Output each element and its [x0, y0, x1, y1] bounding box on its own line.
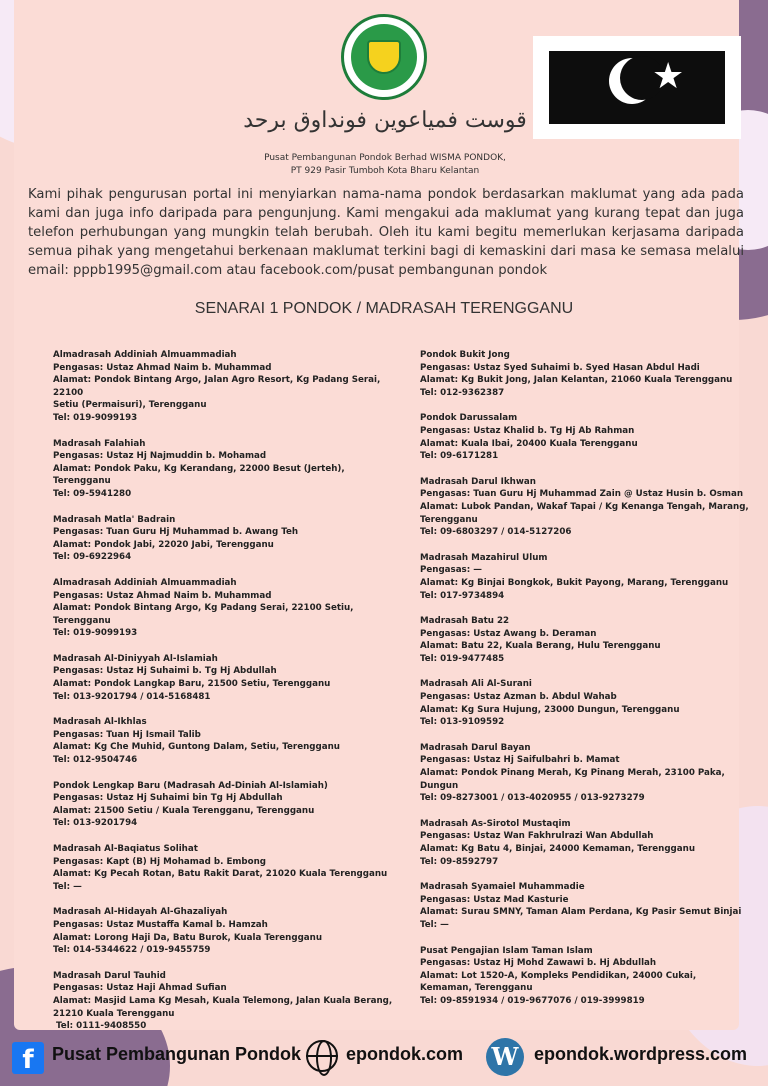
pondok-pengasas: Pengasas: Tuan Hj Ismail Talib — [53, 729, 201, 740]
pondok-pengasas: Pengasas: Ustaz Hj Saifulbahri b. Mamat — [420, 755, 620, 766]
pondok-entry — [53, 906, 398, 956]
pondok-alamat: Alamat: Pondok Paku, Kg Kerandang, 22000 Besut (Jerteh), Terengganu — [53, 463, 348, 487]
pondok-alamat: Alamat: 21500 Setiu / Kuala Terengganu, Terengganu — [53, 805, 315, 816]
pondok-name: Pondok Lengkap Baru (Madrasah Ad-Diniah Al-Islamiah) — [53, 780, 328, 791]
pondok-name: Madrasah Syamaiel Muhammadie — [420, 882, 585, 893]
pondok-tel: Tel: 019-9477485 — [420, 653, 505, 664]
pondok-pengasas: Pengasas: Ustaz Hj Suhaimi b. Tg Hj Abdullah — [53, 666, 277, 677]
globe-icon — [306, 1040, 338, 1072]
pondok-name: Almadrasah Addiniah Almuammadiah — [53, 577, 237, 588]
pondok-tel: Tel: 09-6803297 / 014-5127206 — [420, 527, 572, 538]
star-icon: ★ — [652, 56, 685, 97]
pondok-pengasas: Pengasas: Kapt (B) Hj Mohamad b. Embong — [53, 856, 267, 867]
pondok-pengasas: Pengasas: Ustaz Haji Ahmad Sufian — [53, 983, 227, 994]
pondok-entry — [420, 349, 765, 399]
pondok-tel: Tel: 017-9734894 — [420, 590, 505, 601]
pondok-entry — [420, 678, 765, 728]
organization-logo — [341, 14, 427, 100]
pondok-tel: Tel: 09-8592797 — [420, 856, 499, 867]
pondok-tel: Tel: 014-5344622 / 019-9455759 — [53, 945, 211, 956]
pondok-name: Pusat Pengajian Islam Taman Islam — [420, 945, 593, 956]
pondok-pengasas: Pengasas: Ustaz Ahmad Naim b. Muhammad — [53, 362, 272, 373]
pondok-alamat: Alamat: Kg Che Muhid, Guntong Dalam, Setiu, Terengganu — [53, 742, 340, 753]
pondok-tel: Tel: 09-5941280 — [53, 488, 132, 499]
blog-link[interactable]: epondok.wordpress.com — [534, 1044, 748, 1064]
pondok-tel: Tel: 013-9201794 — [53, 818, 138, 829]
pondok-entry — [53, 780, 398, 830]
pondok-entry — [53, 577, 398, 640]
list-heading: SENARAI 1 PONDOK / MADRASAH TERENGGANU — [194, 300, 574, 317]
pondok-alamat: Alamat: Kg Pecah Rotan, Batu Rakit Darat, 21020 Kuala Terengganu — [53, 869, 388, 880]
pondok-entry — [420, 552, 765, 602]
pondok-entry — [420, 412, 765, 462]
pondok-tel: Tel: 019-9099193 — [53, 628, 138, 639]
pondok-entry — [420, 945, 765, 1008]
pondok-pengasas: Pengasas: Ustaz Syed Suhaimi b. Syed Hasan Abdul Hadi — [420, 362, 700, 373]
pondok-pengasas: Pengasas: Ustaz Mad Kasturie — [420, 894, 569, 905]
pondok-alamat: Alamat: Pondok Jabi, 22020 Jabi, Terengganu — [53, 539, 274, 550]
pondok-pengasas: Pengasas: Ustaz Khalid b. Tg Hj Ab Rahman — [420, 425, 635, 436]
pondok-alamat: Alamat: Kg Binjai Bongkok, Bukit Payong, Marang, Terengganu — [420, 577, 729, 588]
pondok-name: Madrasah Al-Ikhlas — [53, 717, 147, 728]
pondok-pengasas: Pengasas: Ustaz Mustaffa Kamal b. Hamzah — [53, 919, 268, 930]
pondok-pengasas: Pengasas: Tuan Guru Hj Muhammad b. Awang Teh — [53, 527, 299, 538]
pondok-pengasas: Pengasas: Ustaz Awang b. Deraman — [420, 628, 597, 639]
pondok-entry — [53, 843, 398, 893]
pondok-name: Almadrasah Addiniah Almuammadiah — [53, 350, 237, 360]
pondok-entry — [420, 881, 765, 931]
wordpress-icon: W — [486, 1038, 524, 1076]
facebook-link[interactable]: Pusat Pembangunan Pondok — [52, 1044, 302, 1064]
pondok-pengasas: Pengasas: Ustaz Hj Mohd Zawawi b. Hj Abdullah — [420, 958, 657, 969]
pondok-pengasas: Pengasas: Ustaz Hj Najmuddin b. Mohamad — [53, 451, 267, 462]
pondok-name: Madrasah Batu 22 — [420, 616, 510, 627]
pondok-alamat: Alamat: Pondok Bintang Argo, Jalan Agro Resort, Kg Padang Serai, 22100 Setiu (Permaisuri), Terengganu — [53, 375, 381, 411]
pondok-pengasas: Pengasas: — — [420, 565, 482, 576]
pondok-name: Madrasah Matla' Badrain — [53, 514, 176, 525]
pondok-tel: Tel: 09-8273001 / 013-4020955 / 013-9273279 — [420, 793, 645, 804]
pondok-entry — [53, 716, 398, 766]
notice-paragraph: Kami pihak pengurusan portal ini menyiarkan nama-nama pondok berdasarkan maklumat yang ada pada kami dan juga info daripada para pengunjung. Kami mengakui ada maklumat yang kurang tepat dan juga telefon perhubungan yang mungkin telah berubah. Oleh itu kami begitu memerlukan kerjasama daripada semua pihak yang mengetahui berkenaan maklumat terkini bagi di kemaskini dari masa ke semasa melalui email: pppb1995@gmail.com atau facebook.com/pusat pembangunan pondok — [28, 187, 744, 278]
pondok-tel: Tel: — — [420, 919, 449, 930]
pondok-pengasas: Pengasas: Tuan Guru Hj Muhammad Zain @ Ustaz Husin b. Osman — [420, 489, 744, 500]
pondok-alamat: Alamat: Pondok Bintang Argo, Kg Padang Serai, 22100 Setiu, Terengganu — [53, 603, 357, 626]
pondok-name: Madrasah Falahiah — [53, 438, 146, 449]
jawi-calligraphy: قوست فمياعوين فونداوق برحد — [243, 108, 527, 133]
pondok-alamat: Alamat: Kg Batu 4, Binjai, 24000 Kemaman, Terengganu — [420, 844, 695, 854]
pondok-alamat: Alamat: Lubok Pandan, Wakaf Tapai / Kg Kenanga Tengah, Marang, Terengganu — [420, 501, 749, 525]
pondok-entry — [53, 438, 398, 501]
pondok-tel: Tel: 0111-9408550 — [53, 1021, 147, 1032]
pondok-name: Madrasah Al-Baqiatus Solihat — [53, 844, 198, 854]
pondok-name: Pondok Darussalam — [420, 413, 518, 424]
pondok-name: Pondok Bukit Jong — [420, 350, 510, 360]
pondok-tel: Tel: 09-6922964 — [53, 552, 132, 563]
pondok-entry — [53, 514, 398, 564]
pondok-alamat: Alamat: Lorong Haji Da, Batu Burok, Kuala Terengganu — [53, 932, 323, 943]
pondok-alamat: Alamat: Kuala Ibai, 20400 Kuala Terengganu — [420, 438, 638, 449]
pondok-alamat: Alamat: Kg Sura Hujung, 23000 Dungun, Terengganu — [420, 704, 680, 715]
pondok-pengasas: Pengasas: Ustaz Wan Fakhrulrazi Wan Abdullah — [420, 831, 654, 842]
terengganu-flag — [533, 36, 741, 139]
pondok-list-left — [53, 349, 398, 1046]
pondok-alamat: Alamat: Masjid Lama Kg Mesah, Kuala Telemong, Jalan Kuala Berang, 21210 Kuala Terengganu — [53, 995, 393, 1019]
pondok-name: Madrasah Al-Hidayah Al-Ghazaliyah — [53, 907, 228, 918]
pondok-tel: Tel: 09-8591934 / 019-9677076 / 019-3999819 — [420, 995, 645, 1006]
pondok-entry — [53, 349, 398, 425]
pondok-pengasas: Pengasas: Ustaz Ahmad Naim b. Muhammad — [53, 590, 272, 601]
pondok-alamat: Alamat: Kg Bukit Jong, Jalan Kelantan, 21060 Kuala Terengganu — [420, 375, 733, 386]
pondok-tel: Tel: 012-9504746 — [53, 755, 138, 766]
pondok-name: Madrasah Mazahirul Ulum — [420, 552, 548, 563]
pondok-entry — [420, 818, 765, 868]
pondok-pengasas: Pengasas: Ustaz Hj Suhaimi bin Tg Hj Abdullah — [53, 793, 283, 804]
pondok-tel: Tel: 019-9099193 — [53, 412, 138, 423]
pondok-name: Madrasah Ali Al-Surani — [420, 679, 532, 690]
pondok-name: Madrasah As-Sirotol Mustaqim — [420, 818, 571, 829]
pondok-tel: Tel: 013-9109592 — [420, 717, 505, 728]
pondok-tel: Tel: 013-9201794 / 014-5168481 — [53, 691, 211, 702]
pondok-entry — [53, 653, 398, 703]
pondok-entry — [420, 615, 765, 665]
pondok-pengasas: Pengasas: Ustaz Azman b. Abdul Wahab — [420, 692, 617, 703]
pondok-alamat: Alamat: Batu 22, Kuala Berang, Hulu Terengganu — [420, 641, 661, 652]
pondok-tel: Tel: — — [53, 881, 82, 892]
pondok-entry — [420, 742, 765, 805]
organization-address: Pusat Pembangunan Pondok Berhad WISMA PONDOK, PT 929 Pasir Tumboh Kota Bharu Kelantan — [264, 153, 506, 176]
pondok-alamat: Alamat: Pondok Pinang Merah, Kg Pinang Merah, 23100 Paka, Dungun — [420, 768, 725, 791]
pondok-name: Madrasah Darul Bayan — [420, 742, 531, 753]
website-link[interactable]: epondok.com — [346, 1044, 464, 1064]
pondok-entry — [420, 476, 765, 539]
pondok-name: Madrasah Al-Diniyyah Al-Islamiah — [53, 653, 218, 664]
pondok-alamat: Alamat: Lot 1520-A, Kompleks Pendidikan, 24000 Cukai, Kemaman, Terengganu — [420, 970, 697, 994]
pondok-name: Madrasah Darul Tauhid — [53, 970, 166, 981]
pondok-tel: Tel: 012-9362387 — [420, 387, 505, 398]
pondok-alamat: Alamat: Pondok Langkap Baru, 21500 Setiu, Terengganu — [53, 679, 331, 690]
pondok-tel: Tel: 09-6171281 — [420, 451, 499, 462]
pondok-name: Madrasah Darul Ikhwan — [420, 476, 536, 487]
pondok-entry — [53, 970, 398, 1033]
facebook-icon[interactable]: f — [12, 1042, 44, 1074]
pondok-list-right — [420, 349, 765, 1021]
footer — [12, 1038, 762, 1076]
pondok-alamat: Alamat: Surau SMNY, Taman Alam Perdana, Kg Pasir Semut Binjai — [420, 907, 742, 918]
